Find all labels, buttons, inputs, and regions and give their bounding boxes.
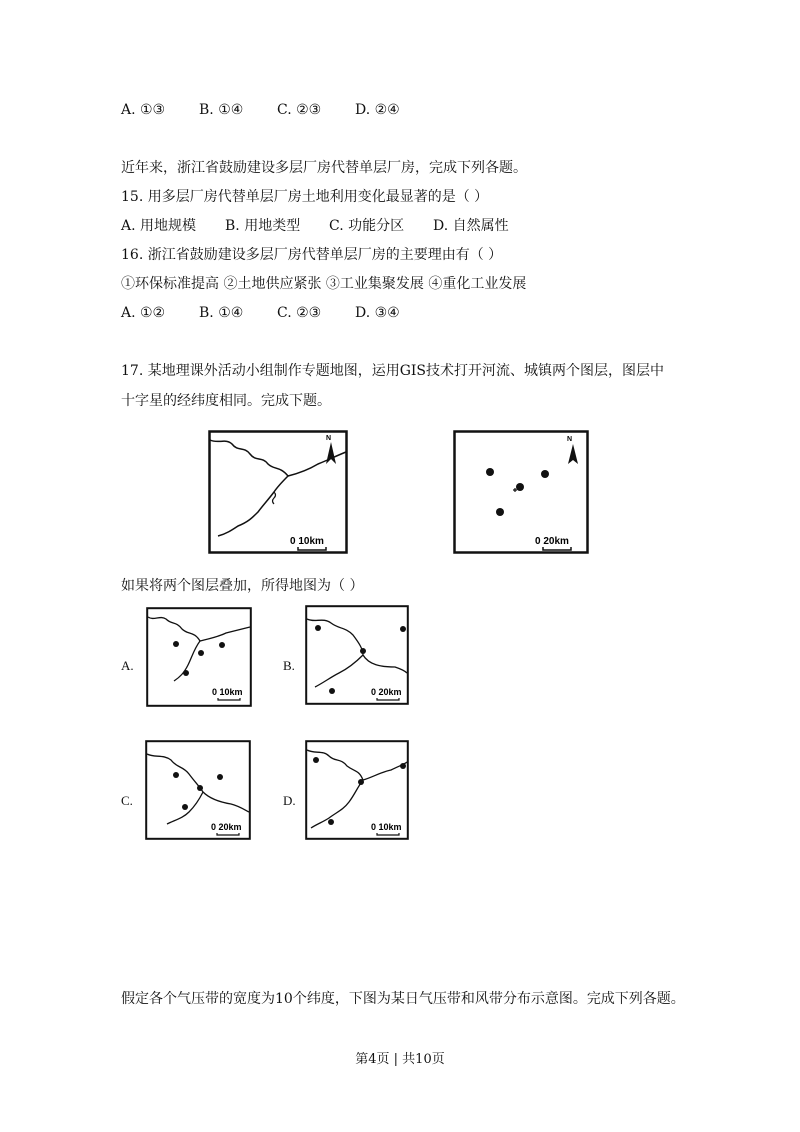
q16-stem: 16. 浙江省鼓励建设多层厂房代替单层厂房的主要理由有（ ） <box>121 247 503 263</box>
choice-d-map[interactable] <box>305 740 409 840</box>
river-line <box>210 440 346 476</box>
q15-options <box>121 216 509 236</box>
option-b: B. ①④ <box>199 102 244 118</box>
option-a: A. ①③ <box>121 102 166 118</box>
town-dot <box>541 470 549 478</box>
q16-option-a: A. ①② <box>121 305 166 321</box>
q16-options <box>121 303 400 323</box>
town-dot <box>516 483 524 491</box>
q17-stem-line2: 十字星的经纬度相同。完成下题。 <box>121 393 331 409</box>
choice-d-label: D. <box>283 793 296 808</box>
q17-stem-line1: 17. 某地理课外活动小组制作专题地图，运用GIS技术打开河流、城镇两个图层，图层中 <box>121 363 665 379</box>
north-arrow-icon <box>326 435 336 464</box>
choice-a-map[interactable] <box>146 607 252 707</box>
svg-text:0 10km: 0 10km <box>212 687 243 697</box>
q15-stem: 15. 用多层厂房代替单层厂房土地利用变化最显著的是（ ） <box>121 189 489 205</box>
river-tributary <box>218 476 288 536</box>
svg-text:N: N <box>326 435 332 442</box>
q15-option-b: B. 用地类型 <box>225 218 301 234</box>
intro-15-16: 近年来，浙江省鼓励建设多层厂房代替单层厂房，完成下列各题。 <box>121 160 527 176</box>
q15-option-a: A. 用地规模 <box>121 218 197 234</box>
river-scale-label: 0 10km <box>290 536 324 547</box>
choice-b-map[interactable] <box>305 605 409 705</box>
choice-c-map[interactable] <box>145 740 251 840</box>
river-layer-map <box>208 430 348 554</box>
option-c: C. ②③ <box>277 102 322 118</box>
svg-text:0 20km: 0 20km <box>371 687 402 697</box>
page-footer: 第4页 | 共10页 <box>355 1052 445 1067</box>
town-scale-label: 0 20km <box>535 536 569 547</box>
q15-option-d: D. 自然属性 <box>433 218 509 234</box>
town-dot <box>496 508 504 516</box>
q17-question: 如果将两个图层叠加，所得地图为（ ） <box>121 578 364 594</box>
choice-c-label: C. <box>121 793 133 808</box>
prev-options <box>121 100 400 120</box>
q16-option-d: D. ③④ <box>355 305 400 321</box>
svg-text:0 20km: 0 20km <box>211 822 242 832</box>
town-dot <box>486 468 494 476</box>
option-d: D. ②④ <box>355 102 400 118</box>
svg-text:N: N <box>567 436 573 443</box>
north-arrow-icon <box>567 436 578 464</box>
q16-statements: ①环保标准提高 ②土地供应紧张 ③工业集聚发展 ④重化工业发展 <box>121 276 527 292</box>
svg-text:0 10km: 0 10km <box>371 822 402 832</box>
choice-b-label: B. <box>283 658 295 673</box>
q15-option-c: C. 功能分区 <box>329 218 405 234</box>
choice-a-label: A. <box>121 658 134 673</box>
town-layer-map <box>453 430 589 554</box>
q16-option-b: B. ①④ <box>199 305 244 321</box>
intro-next: 假定各个气压带的宽度为10个纬度，下图为某日气压带和风带分布示意图。完成下列各题。 <box>121 991 685 1007</box>
q16-option-c: C. ②③ <box>277 305 322 321</box>
